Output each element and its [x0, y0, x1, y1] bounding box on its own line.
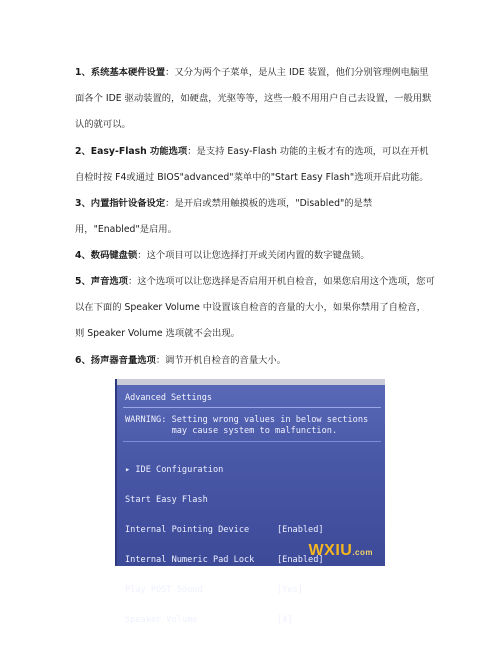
watermark-text: WXIU	[308, 542, 353, 559]
bios-menu	[125, 445, 324, 645]
bios-warning-line: may cause system to malfunction.	[125, 426, 338, 436]
bios-item-value: [4]	[277, 615, 293, 625]
bios-item-label: Internal Pointing Device	[125, 525, 250, 535]
paragraph-body: ：调节开机自检音的音量大小。	[155, 355, 287, 366]
bios-divider	[123, 441, 381, 442]
bios-item-label: Speaker Volume	[125, 615, 198, 625]
paragraph-heading: 1、系统基本硬件设置	[75, 67, 166, 78]
watermark-suffix: .com	[352, 548, 373, 557]
paragraph-3	[75, 191, 435, 243]
bios-item-label: Play POST Sound	[125, 585, 203, 595]
paragraph-4	[75, 243, 435, 269]
bios-item-value: [Enabled]	[277, 555, 324, 565]
paragraph-body: ：是开启或禁用触摸板的选项，"Disabled"的是禁用，"Enabled"是启用。	[75, 198, 373, 235]
bios-title: Advanced Settings	[125, 393, 212, 403]
paragraph-heading: 6、扬声器音量选项	[75, 355, 156, 366]
watermark-logo	[309, 542, 373, 560]
paragraph-body: ：又分为两个子菜单，是从主 IDE 装置，他们分别管理例电脑里面各个 IDE 驱动装置的，如硬盘，光驱等等，这些一般不用用户自己去设置，一般用默认的就可以。	[75, 67, 432, 130]
paragraph-1	[75, 60, 435, 138]
paragraph-heading: 3、内置指针设备设定	[75, 198, 166, 209]
paragraph-heading: 4、数码键盘锁	[75, 250, 138, 261]
paragraph-body: ：是支持 Easy-Flash 功能的主板才有的选项，可以在开机自检时按 F4或通过 BIOS"advanced"菜单中的"Start Easy Flash"选项开启此功能。	[75, 146, 429, 183]
bios-item-label: ▸ IDE Configuration	[125, 465, 224, 475]
bios-divider	[123, 407, 381, 408]
bios-warning-line: WARNING: Setting wrong values in below sections	[125, 415, 369, 425]
paragraph-5	[75, 269, 435, 347]
paragraph-heading: 5、声音选项	[75, 276, 128, 287]
paragraph-2	[75, 139, 435, 191]
paragraph-body: ：这个选项可以让您选择是否启用开机自检音，如果您启用这个选项，您可以在下面的 Speaker Volume 中设置该自检音的音量的大小，如果你禁用了自检音，则 Speaker Volume 选项就不会出现。	[75, 276, 435, 339]
paragraph-heading: 2、Easy-Flash 功能选项	[75, 146, 188, 157]
bios-menu-item	[125, 465, 324, 475]
bios-menu-item	[125, 585, 324, 595]
bios-top-bar	[117, 379, 385, 385]
bios-menu-item	[125, 495, 324, 505]
bios-menu-item	[125, 555, 324, 565]
paragraph-6	[75, 348, 435, 374]
bios-screenshot	[115, 379, 385, 625]
bios-item-label: Internal Numeric Pad Lock	[125, 555, 255, 565]
bios-warning	[125, 415, 368, 437]
paragraph-body: ：这个项目可以让您选择打开或关闭内置的数字键盘锁。	[137, 250, 370, 261]
bios-menu-item	[125, 615, 324, 625]
bios-item-value: [Enabled]	[277, 525, 324, 535]
bios-item-label: Start Easy Flash	[125, 495, 208, 505]
bios-menu-item	[125, 525, 324, 535]
bios-item-value: [Yes]	[277, 585, 303, 595]
